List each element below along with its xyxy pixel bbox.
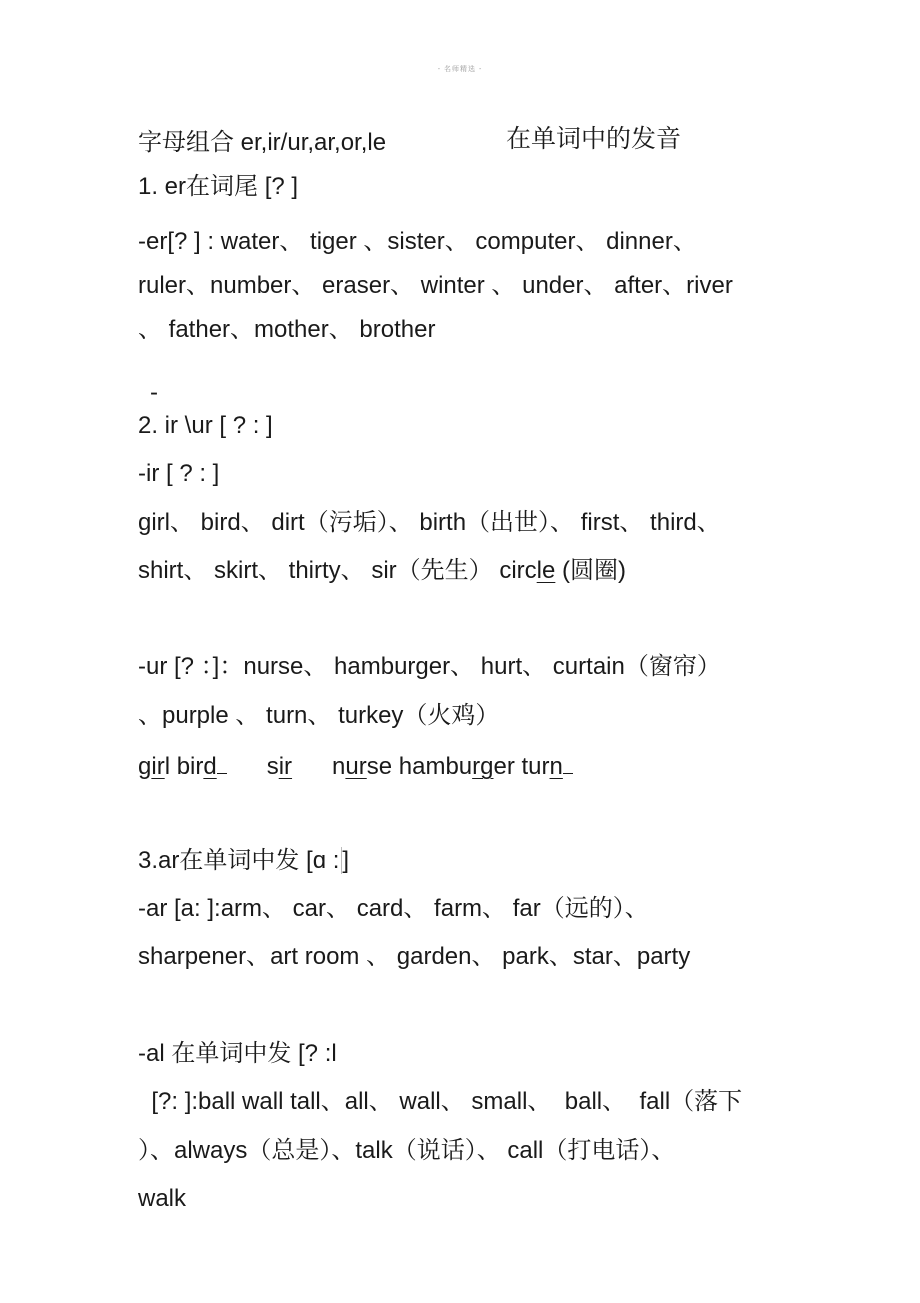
section3-heading: 3.ar在单词中发 [ɑ : ] xyxy=(138,847,350,874)
section2-ur-line1: -ur [? ：]：nurse、 hamburger、 hurt、 curtain（窗帘） xyxy=(138,653,721,680)
section3-line1: -ar [a: ]:arm、 car、 card、 farm、 far（远的）、 xyxy=(138,895,649,922)
section2-ir-line1: girl、 bird、 dirt（污垢）、 birth（出世）、 first、 third、 xyxy=(138,509,721,536)
section2-examples xyxy=(138,752,573,782)
example-bird: bird xyxy=(176,753,217,780)
phonetic-alpha: ɑ : xyxy=(313,847,343,874)
title-right: 在单词中的发音 xyxy=(506,125,682,153)
section4-line2: ）、always（总是）、talk（说话）、 call（打电话）、 xyxy=(138,1137,676,1164)
title-left: 字母组合 er,ir/ur,ar,or,le xyxy=(138,129,387,156)
section2-ur-line2: 、purple 、 turn、 turkey（火鸡） xyxy=(138,702,500,729)
example-girl: girl xyxy=(138,753,177,780)
section2-ir-line2 xyxy=(138,556,626,586)
section1-line2: ruler、number、 eraser、 winter 、 under、 after、river xyxy=(138,272,733,299)
blank-line xyxy=(217,753,227,774)
example-sir: sir xyxy=(266,753,293,780)
header-watermark: - 名师精选 - xyxy=(437,66,483,73)
example-nurse-hamburger: nurse hamburger turn xyxy=(332,753,563,780)
section4-line1: [?: ]:ball wall tall、all、 wall、 small、 ball、 fall（落下 xyxy=(138,1088,743,1115)
section2-ir-label: -ir [ ? : ] xyxy=(138,460,220,487)
section1-dash: - xyxy=(150,379,158,406)
section1-heading: 1. er在词尾 [? ] xyxy=(138,173,299,200)
blank-line xyxy=(563,753,573,774)
section4-line3: walk xyxy=(138,1185,187,1212)
section4-heading: -al 在单词中发 [? :l xyxy=(138,1040,337,1067)
ir-line2-tail: (圆圈) xyxy=(555,557,627,584)
section2-heading: 2. ir \ur [ ? : ] xyxy=(138,412,273,439)
ir-line2-text: shirt、 skirt、 thirty、 sir（先生） circ xyxy=(138,557,537,584)
section1-line1: -er[? ] : water、 tiger 、sister、 computer、 dinner、 xyxy=(138,228,697,255)
ir-line2-underlined: le xyxy=(536,557,556,584)
section1-line3: 、 father、mother、 brother xyxy=(138,316,436,343)
section3-line2: sharpener、art room 、 garden、 park、star、party xyxy=(138,943,691,970)
